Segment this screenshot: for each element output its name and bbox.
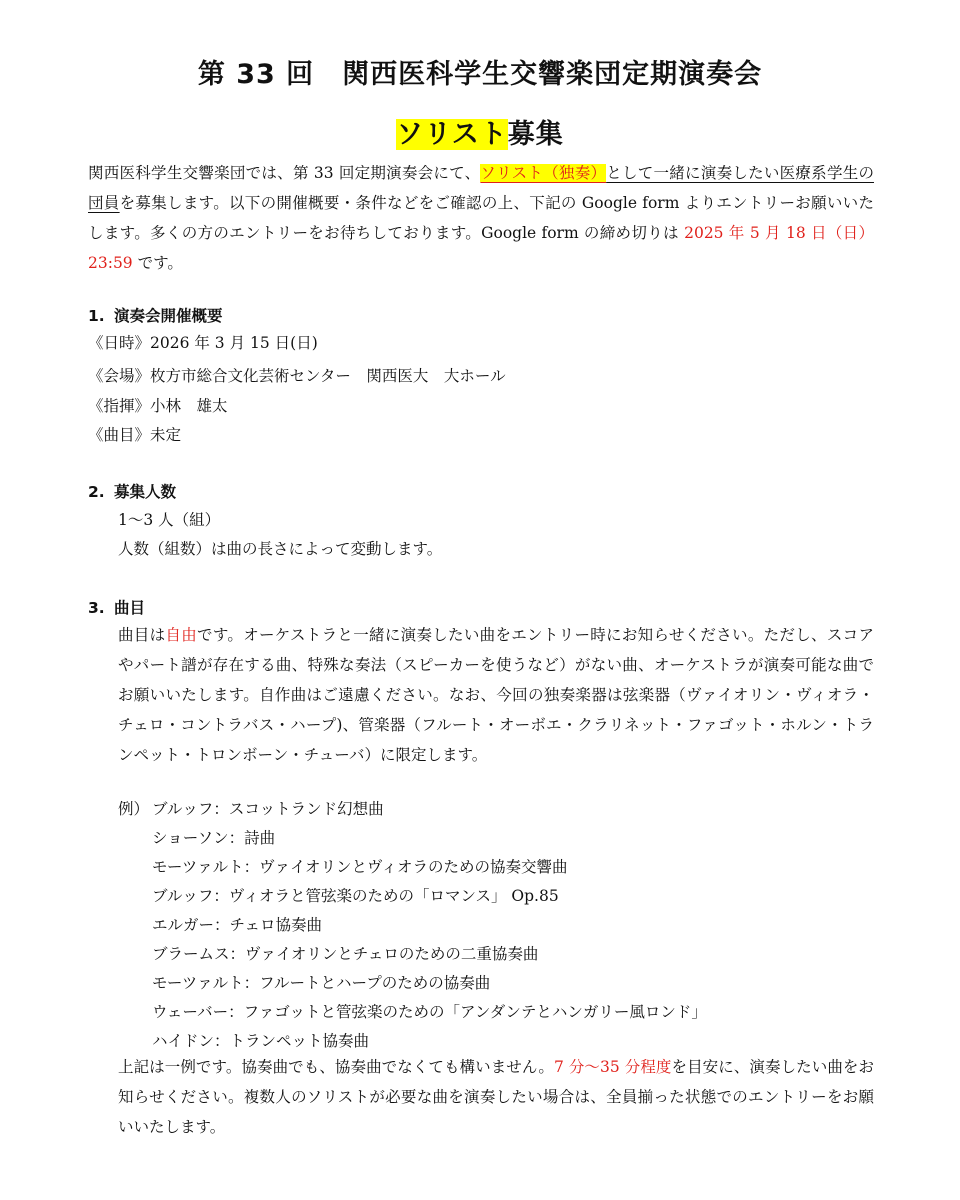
page-subtitle	[0, 112, 960, 151]
section-3-closing	[118, 1052, 874, 1142]
closing-text-1: 上記は一例です。協奏曲でも、協奏曲でなくても構いません。	[118, 1058, 554, 1076]
example-item: ショーソン：詩曲	[152, 829, 276, 847]
example-item: エルガー：チェロ協奏曲	[152, 916, 323, 934]
closing-text-2: を目安に、演奏したい曲をお知らせください。複数人のソリストが必要な曲を演奏したい場合は、全員揃った状態でのエントリーをお願いいたします。	[118, 1058, 874, 1136]
section-3-free-highlight: 自由	[165, 626, 198, 644]
section-2-number: 2.	[88, 483, 105, 501]
section-3-title: 曲目	[114, 599, 146, 617]
example-item: ウェーバー：ファゴットと管弦楽のための「アンダンテとハンガリー風ロンド」	[152, 1003, 707, 1021]
intro-underlined-text: として一緒に演奏したい医療系学生の団員	[88, 164, 874, 212]
example-item: モーツァルト：ヴァイオリンとヴィオラのための協奏交響曲	[152, 858, 568, 876]
example-item: ブルッフ：スコットランド幻想曲	[152, 800, 384, 818]
section-3-body-1: 曲目は	[118, 626, 166, 644]
section-3-body	[118, 620, 874, 770]
concert-program: 《曲目》未定	[88, 426, 182, 444]
subtitle-rest: 募集	[507, 119, 564, 150]
section-1-title: 演奏会開催概要	[114, 307, 223, 325]
recruit-count: 1〜3 人（組）	[118, 511, 221, 529]
intro-paragraph	[88, 158, 874, 278]
example-item: ブルッフ：ヴィオラと管弦楽のための「ロマンス」 Op.85	[152, 887, 559, 905]
recruit-count-note: 人数（組数）は曲の長さによって変動します。	[118, 540, 443, 558]
intro-soloist-highlight: ソリスト（独奏）	[480, 164, 607, 182]
section-3-number: 3.	[88, 599, 105, 617]
intro-deadline: 2025 年 5 月 18 日（日）23:59	[88, 224, 874, 272]
concert-date: 《日時》2026 年 3 月 15 日(日)	[88, 334, 318, 352]
concert-conductor: 《指揮》小林 雄太	[88, 397, 228, 415]
subtitle-highlight: ソリスト	[396, 119, 508, 150]
closing-duration-highlight: 7 分〜35 分程度	[553, 1058, 672, 1076]
intro-text-1: 関西医科学生交響楽団では、第 33 回定期演奏会にて、	[88, 164, 481, 182]
example-item: ブラームス：ヴァイオリンとチェロのための二重協奏曲	[152, 945, 539, 963]
page-title: 第 33 回 関西医科学生交響楽団定期演奏会	[197, 59, 763, 90]
example-item: モーツァルト：フルートとハープのための協奏曲	[152, 974, 491, 992]
intro-text-3: を募集します。以下の開催概要・条件などをご確認の上、下記の Google form よりエントリーお願いいたします。多くの方のエントリーをお待ちしております。Google form の締め切りは	[88, 194, 874, 242]
section-1-heading	[88, 304, 223, 326]
section-3-heading	[88, 596, 145, 618]
example-item: ハイドン：トランペット協奏曲	[152, 1032, 370, 1050]
section-1-number: 1.	[88, 307, 105, 325]
section-2-title: 募集人数	[114, 483, 177, 501]
intro-text-4: です。	[132, 254, 183, 272]
section-2-heading	[88, 480, 176, 502]
concert-venue: 《会場》枚方市総合文化芸術センター 関西医大 大ホール	[88, 367, 506, 385]
example-label: 例）	[118, 800, 150, 818]
section-3-body-2: です。オーケストラと一緒に演奏したい曲をエントリー時にお知らせください。ただし、スコアやパート譜が存在する曲、特殊な奏法（スピーカーを使うなど）がない曲、オーケストラが演奏可能な曲でお願いいたします。自作曲はご遠慮ください。なお、今回の独奏楽器は弦楽器（ヴァイオリン・ヴィオラ・チェロ・コントラバス・ハープ)、管楽器（フルート・オーボエ・クラリネット・ファゴット・ホルン・トランペット・トロンボーン・チューバ）に限定します。	[118, 626, 874, 764]
